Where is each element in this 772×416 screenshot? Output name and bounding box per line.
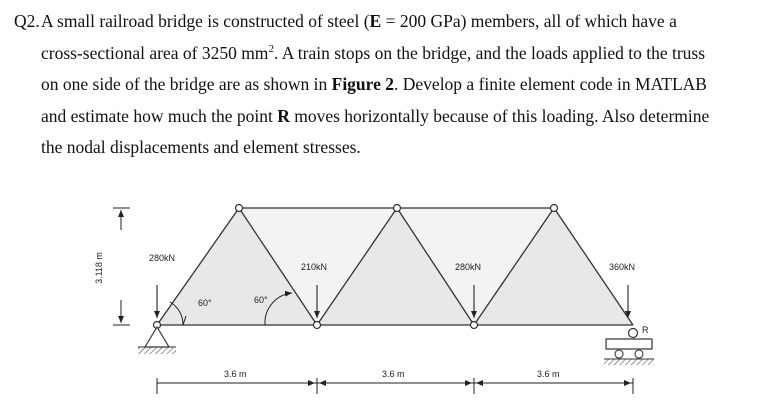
height-label: 3.118 m [94, 252, 104, 284]
problem-line-1: A small railroad bridge is constructed of steel (E = 200 GPa) members, all of which have a [41, 11, 677, 31]
truss-shading [157, 208, 636, 325]
question-number: Q2. [14, 11, 40, 31]
angle-label-left: 60° [198, 298, 212, 308]
roller-support [604, 339, 654, 365]
point-r-label: R [642, 325, 649, 335]
span-dimension [157, 378, 633, 394]
problem-line-2: cross-sectional area of 3250 $mm^2$. A train stops on the bridge, and the loads applied to the truss [41, 42, 706, 63]
load-label-3: 280kN [455, 262, 482, 272]
span-label-3: 3.6 m [537, 369, 560, 379]
angle-label-right: 60° [254, 295, 268, 305]
load-label-4: 360kN [609, 262, 636, 272]
problem-line-5: the nodal displacements and element stresses. [41, 137, 361, 157]
problem-line-3: on one side of the bridge are as shown in Figure 2. Develop a finite element code in MATLAB [41, 74, 707, 94]
span-label-1: 3.6 m [224, 369, 247, 379]
height-dimension [113, 208, 130, 325]
load-label-2: 210kN [301, 262, 328, 272]
pin-support [138, 327, 176, 354]
load-label-1: 280kN [149, 253, 176, 263]
problem-line-4: and estimate how much the point R moves horizontally because of this loading. Also determine [41, 105, 710, 126]
span-label-2: 3.6 m [382, 369, 405, 379]
